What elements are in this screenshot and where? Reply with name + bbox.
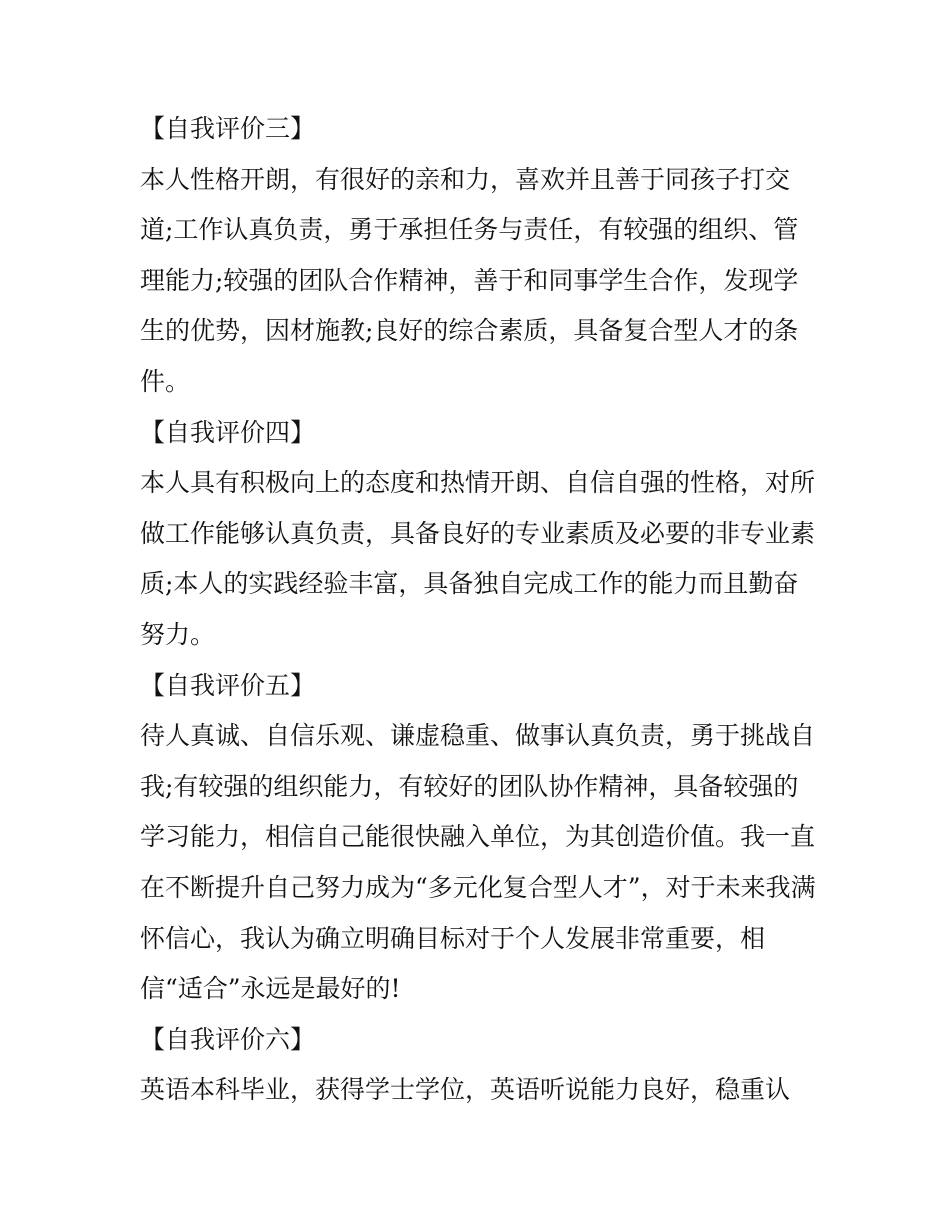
- paragraph-line: 本人性格开朗，有很好的亲和力，喜欢并且善于同孩子打交: [140, 164, 791, 194]
- section-heading: 【自我评价五】: [140, 670, 316, 700]
- paragraph-line: 怀信心，我认为确立明确目标对于个人发展非常重要，相: [140, 923, 766, 953]
- paragraph-line: 学习能力，相信自己能很快融入单位，为其创造价值。我一直: [140, 822, 816, 852]
- paragraph-line: 理能力;较强的团队合作精神，善于和同事学生合作，发现学: [140, 265, 799, 295]
- paragraph-line: 生的优势，因材施教;良好的综合素质，具备复合型人才的条: [140, 316, 799, 346]
- section-self-evaluation-5: [140, 661, 820, 1015]
- section-self-evaluation-3: [140, 104, 820, 408]
- paragraph-line: 做工作能够认真负责，具备良好的专业素质及必要的非专业素: [140, 518, 816, 548]
- paragraph-line: 道;工作认真负责，勇于承担任务与责任，有较强的组织、管: [140, 215, 799, 245]
- paragraph-line: 我;有较强的组织能力，有较好的团队协作精神，具备较强的: [140, 771, 799, 801]
- section-self-evaluation-6: [140, 1015, 820, 1116]
- paragraph-line: 质;本人的实践经验丰富，具备独自完成工作的能力而且勤奋: [140, 569, 799, 599]
- paragraph-line: 信“适合”永远是最好的!: [140, 974, 401, 1004]
- paragraph-line: 英语本科毕业，获得学士学位，英语听说能力良好，稳重认: [140, 1075, 791, 1105]
- section-heading: 【自我评价六】: [140, 1024, 316, 1054]
- paragraph-line: 件。: [140, 366, 191, 396]
- section-self-evaluation-4: [140, 408, 820, 661]
- paragraph-line: 待人真诚、自信乐观、谦虚稳重、做事认真负责，勇于挑战自: [140, 721, 816, 751]
- section-heading: 【自我评价三】: [140, 114, 316, 143]
- paragraph-line: 本人具有积极向上的态度和热情开朗、自信自强的性格，对所: [140, 468, 816, 498]
- section-heading: 【自我评价四】: [140, 417, 316, 447]
- paragraph-line: 在不断提升自己努力成为“多元化复合型人才”，对于未来我满: [140, 872, 816, 902]
- paragraph-line: 努力。: [140, 619, 216, 649]
- document-body: [140, 104, 820, 1116]
